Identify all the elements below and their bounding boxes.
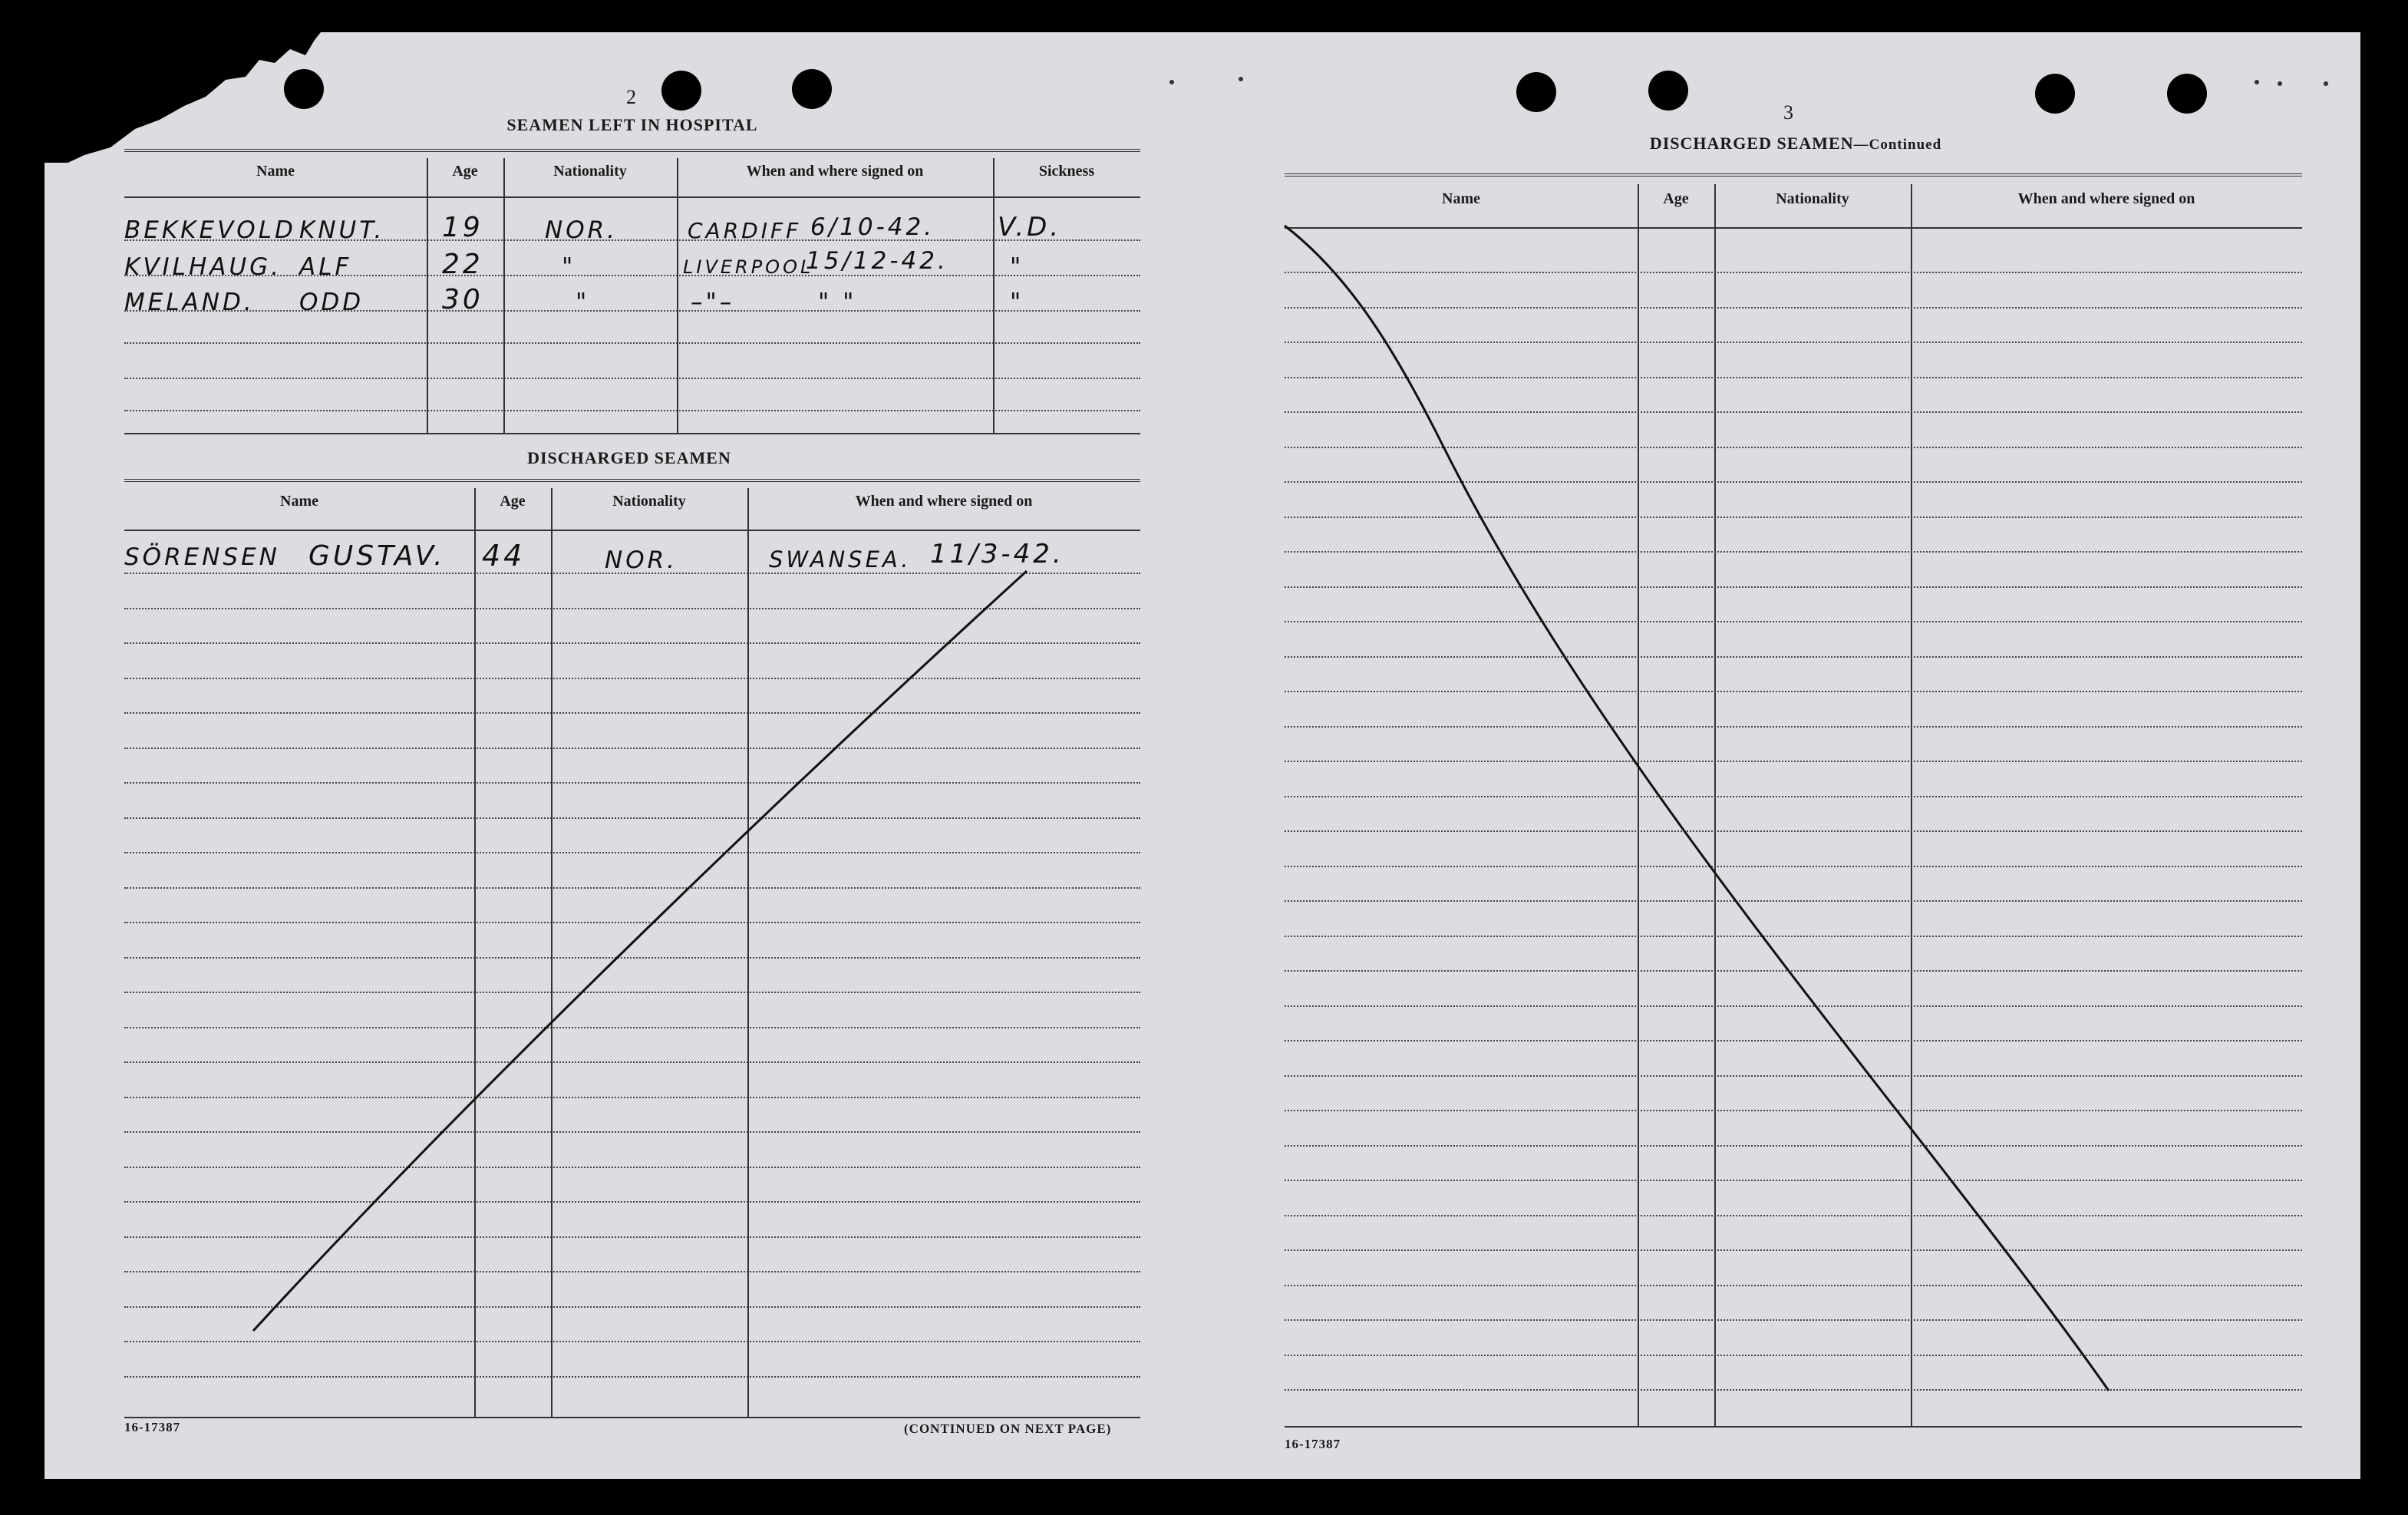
col-header-name: Name — [280, 493, 318, 510]
col-header-signed-on: When and where signed on — [746, 163, 924, 180]
hospital-row-1-given: KNUT. — [299, 216, 385, 244]
continued-note: (CONTINUED ON NEXT PAGE) — [904, 1421, 1112, 1436]
discharged-row-1-date: 11/3-42. — [930, 539, 1064, 569]
col-header-nationality: Nationality — [553, 163, 627, 180]
right-page-number: 3 — [1783, 101, 1793, 124]
hospital-row-3-sickness: " — [1010, 289, 1024, 316]
col-header-nationality: Nationality — [612, 493, 686, 510]
discharged-row-1-place: SWANSEA. — [769, 546, 912, 573]
hospital-row-3-date: " " — [818, 289, 857, 316]
hospital-row-2-place: LIVERPOOL — [683, 256, 814, 278]
hospital-row-2-sickness: " — [1010, 253, 1024, 281]
col-header-age: Age — [452, 163, 478, 180]
discharged-row-1-nationality: NOR. — [605, 546, 678, 574]
col-header-signed-on: When and where signed on — [2017, 190, 2195, 207]
hospital-row-1-place: CARDIFF — [688, 218, 802, 243]
right-title-text: DISCHARGED SEAMEN — [1649, 134, 1854, 153]
discharged-row-1-given: GUSTAV. — [308, 540, 446, 572]
hospital-row-2-given: ALF — [299, 253, 352, 281]
hospital-row-3-given: ODD — [299, 289, 364, 316]
col-header-nationality: Nationality — [1776, 190, 1849, 207]
hospital-section-title: SEAMEN LEFT IN HOSPITAL — [506, 115, 758, 134]
hospital-row-1-age: 19 — [442, 212, 483, 243]
hospital-row-2-age: 22 — [442, 249, 483, 280]
hospital-row-2-nationality: " — [562, 253, 576, 281]
hospital-row-3-age: 30 — [442, 284, 483, 315]
col-header-age: Age — [500, 493, 526, 510]
hospital-row-1-nationality: NOR. — [545, 216, 618, 244]
discharged-row-1-surname: SÖRENSEN — [124, 543, 280, 571]
hospital-row-2-surname: KVILHAUG. — [124, 253, 282, 281]
left-page-number: 2 — [626, 86, 636, 108]
left-form-number: 16-17387 — [124, 1420, 181, 1434]
col-header-sickness: Sickness — [1038, 163, 1095, 180]
right-title-suffix: —Continued — [1853, 137, 1942, 153]
discharged-section-title: DISCHARGED SEAMEN — [527, 448, 731, 467]
hospital-row-1-date: 6/10-42. — [810, 213, 935, 241]
hospital-row-3-place: –"– — [691, 289, 735, 316]
discharged-row-1-age: 44 — [482, 539, 526, 573]
left-cancel-stroke — [253, 571, 1027, 1331]
col-header-age: Age — [1663, 190, 1689, 207]
hospital-row-2-date: 15/12-42. — [806, 247, 948, 275]
col-header-name: Name — [1442, 190, 1480, 207]
hospital-row-1-sickness: V.D. — [998, 212, 1062, 243]
col-header-signed-on: When and where signed on — [855, 493, 1033, 510]
hospital-row-3-nationality: " — [576, 289, 590, 316]
right-cancel-stroke — [1285, 226, 2109, 1391]
hospital-row-1-surname: BEKKEVOLD — [124, 216, 296, 244]
right-form-number: 16-17387 — [1285, 1437, 1341, 1451]
col-header-name: Name — [256, 163, 295, 180]
hospital-row-3-surname: MELAND. — [124, 289, 255, 316]
